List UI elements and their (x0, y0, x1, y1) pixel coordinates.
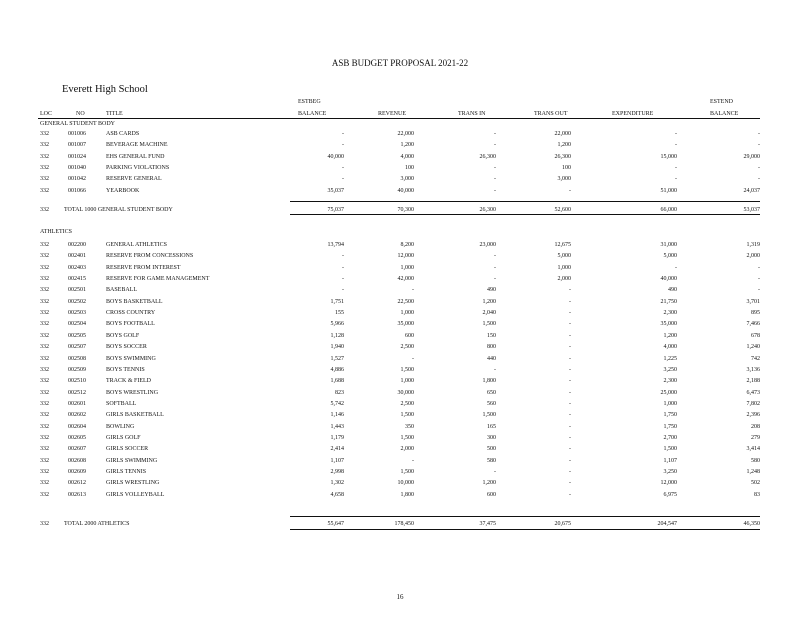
cell-beg: 40,000 (327, 153, 344, 160)
cell-exp: 1,750 (663, 412, 677, 419)
cell-exp: 25,000 (660, 389, 677, 396)
cell-title: TRACK & FIELD (106, 378, 151, 385)
cell-tout: 5,000 (557, 253, 571, 260)
cell-end: 742 (751, 355, 760, 362)
cell-tout: - (569, 412, 571, 419)
cell-end: 678 (751, 332, 760, 339)
cell-no: 001006 (68, 131, 86, 137)
cell-tin: 26,300 (479, 153, 496, 160)
cell-no: 002601 (68, 400, 86, 407)
cell-beg: - (342, 276, 344, 283)
cell-loc: 332 (40, 344, 49, 351)
cell-tin: 500 (487, 446, 496, 453)
cell-loc: 332 (40, 457, 49, 464)
cell-loc: 332 (40, 165, 49, 172)
cell-exp: 3,250 (663, 469, 677, 475)
cell-rev: - (412, 287, 414, 294)
cell-exp: 6,975 (663, 491, 677, 498)
cell-tin: 800 (487, 344, 496, 351)
cell-exp: 51,000 (660, 187, 677, 194)
cell-end: 1,240 (746, 344, 760, 351)
cell-tout: 22,000 (554, 131, 571, 137)
cell-tin: 23,000 (479, 242, 496, 248)
total-rule-top (290, 201, 760, 202)
total-cell-label: TOTAL 1000 GENERAL STUDENT BODY (64, 207, 173, 213)
cell-tout: - (569, 469, 571, 475)
header-trans-in: TRANS IN (458, 111, 486, 117)
cell-exp: - (675, 142, 677, 149)
total-cell-loc: 332 (40, 521, 49, 527)
cell-loc: 332 (40, 153, 49, 160)
cell-title: RESERVE FOR GAME MANAGEMENT (106, 276, 210, 283)
cell-end: - (758, 287, 760, 294)
cell-exp: - (675, 176, 677, 183)
cell-tin: 150 (487, 332, 496, 339)
total-cell-exp: 204,547 (657, 521, 677, 527)
cell-end: 1,248 (746, 469, 760, 475)
cell-title: GENERAL ATHLETICS (106, 242, 167, 248)
cell-title: BOYS SOCCER (106, 344, 147, 351)
cell-tin: 560 (487, 400, 496, 407)
cell-rev: 1,800 (400, 491, 414, 498)
cell-beg: 5,742 (330, 400, 344, 407)
cell-tout: - (569, 310, 571, 317)
cell-exp: 2,700 (663, 434, 677, 441)
cell-beg: 823 (335, 389, 344, 396)
cell-tout: - (569, 480, 571, 487)
cell-title: RESERVE FROM INTEREST (106, 264, 181, 271)
total-cell-tin: 37,475 (479, 521, 496, 527)
cell-no: 002609 (68, 469, 86, 475)
cell-end: - (758, 276, 760, 283)
cell-rev: 22,000 (397, 131, 414, 137)
cell-title: SOFTBALL (106, 400, 137, 407)
cell-no: 002512 (68, 389, 86, 396)
cell-tin: 490 (487, 287, 496, 294)
header-no: NO (76, 111, 85, 117)
cell-beg: - (342, 176, 344, 183)
cell-beg: - (342, 165, 344, 172)
cell-rev: 40,000 (397, 187, 414, 194)
cell-no: 002401 (68, 253, 86, 260)
cell-beg: 2,998 (330, 469, 344, 475)
cell-tout: 1,200 (557, 142, 571, 149)
cell-exp: - (675, 165, 677, 172)
cell-beg: 13,794 (327, 242, 344, 248)
cell-no: 002504 (68, 321, 86, 328)
cell-loc: 332 (40, 412, 49, 419)
cell-rev: 1,200 (400, 142, 414, 149)
cell-rev: 4,000 (400, 153, 414, 160)
cell-end: 83 (754, 491, 760, 498)
cell-loc: 332 (40, 264, 49, 271)
cell-end: - (758, 131, 760, 137)
header-trans-out: TRANS OUT (534, 111, 568, 117)
total-cell-tin: 26,300 (479, 207, 496, 213)
cell-title: BOYS WRESTLING (106, 389, 159, 396)
cell-no: 002200 (68, 242, 86, 248)
cell-exp: 40,000 (660, 276, 677, 283)
cell-rev: 100 (405, 165, 414, 172)
cell-title: RESERVE GENERAL (106, 176, 162, 183)
cell-loc: 332 (40, 469, 49, 475)
cell-tout: 100 (562, 165, 571, 172)
total-cell-end: 46,350 (743, 521, 760, 527)
cell-exp: 35,000 (660, 321, 677, 328)
cell-tout: - (569, 378, 571, 385)
cell-exp: 21,750 (660, 298, 677, 305)
cell-rev: - (412, 355, 414, 362)
cell-exp: 1,750 (663, 423, 677, 430)
section-heading: GENERAL STUDENT BODY (40, 121, 115, 127)
cell-end: - (758, 176, 760, 183)
cell-tout: - (569, 457, 571, 464)
cell-tout: - (569, 287, 571, 294)
cell-exp: 3,250 (663, 366, 677, 373)
cell-exp: 1,225 (663, 355, 677, 362)
cell-rev: 1,000 (400, 378, 414, 385)
total-cell-beg: 55,647 (327, 521, 344, 527)
cell-loc: 332 (40, 187, 49, 194)
cell-beg: 2,414 (330, 446, 344, 453)
cell-no: 002605 (68, 434, 86, 441)
cell-end: 502 (751, 480, 760, 487)
cell-loc: 332 (40, 298, 49, 305)
cell-loc: 332 (40, 389, 49, 396)
cell-rev: 1,500 (400, 469, 414, 475)
cell-no: 002503 (68, 310, 86, 317)
cell-beg: 4,886 (330, 366, 344, 373)
cell-rev: 30,000 (397, 389, 414, 396)
cell-end: 580 (751, 457, 760, 464)
cell-title: GIRLS SWIMMING (106, 457, 158, 464)
cell-no: 002604 (68, 423, 86, 430)
cell-tin: 1,500 (482, 412, 496, 419)
cell-loc: 332 (40, 434, 49, 441)
cell-title: GIRLS GOLF (106, 434, 141, 441)
cell-no: 001040 (68, 165, 86, 172)
cell-title: BASEBALL (106, 287, 138, 294)
header-rule (38, 118, 760, 119)
cell-beg: 1,688 (330, 378, 344, 385)
cell-beg: 4,658 (330, 491, 344, 498)
report-title: ASB BUDGET PROPOSAL 2021-22 (331, 58, 469, 68)
cell-loc: 332 (40, 321, 49, 328)
cell-loc: 332 (40, 276, 49, 283)
cell-title: BOYS TENNIS (106, 366, 145, 373)
cell-beg: 1,107 (330, 457, 344, 464)
cell-end: 3,414 (746, 446, 760, 453)
cell-end: 1,319 (746, 242, 760, 248)
cell-beg: 1,179 (330, 434, 344, 441)
cell-tin: 440 (487, 355, 496, 362)
cell-beg: 5,966 (330, 321, 344, 328)
cell-loc: 332 (40, 131, 49, 137)
cell-loc: 332 (40, 242, 49, 248)
cell-rev: 1,500 (400, 412, 414, 419)
cell-beg: 35,037 (327, 187, 344, 194)
cell-tout: - (569, 321, 571, 328)
cell-loc: 332 (40, 491, 49, 498)
cell-no: 002613 (68, 491, 86, 498)
cell-no: 001007 (68, 142, 86, 149)
cell-tout: - (569, 344, 571, 351)
cell-tin: 1,200 (482, 298, 496, 305)
cell-exp: - (675, 131, 677, 137)
cell-end: 895 (751, 310, 760, 317)
cell-exp: 490 (668, 287, 677, 294)
cell-rev: 600 (405, 332, 414, 339)
cell-tout: - (569, 389, 571, 396)
cell-tin: 1,800 (482, 378, 496, 385)
cell-title: CROSS COUNTRY (106, 310, 156, 317)
cell-beg: 1,443 (330, 423, 344, 430)
cell-title: BEVERAGE MACHINE (106, 142, 168, 149)
cell-no: 001024 (68, 153, 86, 160)
cell-no: 002608 (68, 457, 86, 464)
cell-loc: 332 (40, 176, 49, 183)
cell-loc: 332 (40, 423, 49, 430)
cell-rev: 2,500 (400, 400, 414, 407)
total-cell-beg: 75,037 (327, 207, 344, 213)
cell-loc: 332 (40, 446, 49, 453)
cell-rev: 3,000 (400, 176, 414, 183)
cell-no: 001042 (68, 176, 86, 183)
cell-end: 29,000 (743, 153, 760, 160)
cell-loc: 332 (40, 142, 49, 149)
cell-end: 2,188 (746, 378, 760, 385)
cell-no: 002505 (68, 332, 86, 339)
cell-tout: 2,000 (557, 276, 571, 283)
cell-rev: 12,000 (397, 253, 414, 260)
cell-exp: 12,000 (660, 480, 677, 487)
header-end-1: ESTEND (710, 99, 733, 105)
header-end-2: BALANCE (710, 111, 739, 117)
cell-end: 24,037 (743, 187, 760, 194)
cell-tin: 1,200 (482, 480, 496, 487)
cell-tin: - (494, 469, 496, 475)
cell-beg: 1,751 (330, 298, 344, 305)
cell-tin: - (494, 165, 496, 172)
cell-loc: 332 (40, 253, 49, 260)
cell-tin: 1,500 (482, 321, 496, 328)
cell-no: 002509 (68, 366, 86, 373)
cell-tin: 650 (487, 389, 496, 396)
cell-loc: 332 (40, 366, 49, 373)
cell-beg: - (342, 264, 344, 271)
cell-no: 002507 (68, 344, 86, 351)
cell-tout: - (569, 366, 571, 373)
cell-title: BOYS GOLF (106, 332, 140, 339)
total-cell-rev: 70,300 (397, 207, 414, 213)
cell-tin: - (494, 276, 496, 283)
cell-title: BOYS FOOTBALL (106, 321, 155, 328)
cell-title: GIRLS BASKETBALL (106, 412, 164, 419)
cell-end: 2,396 (746, 412, 760, 419)
cell-exp: 2,300 (663, 378, 677, 385)
cell-end: 3,136 (746, 366, 760, 373)
cell-beg: 1,527 (330, 355, 344, 362)
cell-exp: 1,107 (663, 457, 677, 464)
cell-exp: 1,500 (663, 446, 677, 453)
cell-tin: 300 (487, 434, 496, 441)
cell-title: BOYS BASKETBALL (106, 298, 163, 305)
cell-end: 6,473 (746, 389, 760, 396)
cell-rev: 350 (405, 423, 414, 430)
header-beg-2: BALANCE (298, 111, 327, 117)
cell-tin: - (494, 176, 496, 183)
cell-no: 002612 (68, 480, 86, 487)
cell-tin: 580 (487, 457, 496, 464)
page-number: 16 (396, 593, 404, 601)
cell-rev: 8,200 (400, 242, 414, 248)
cell-tin: - (494, 142, 496, 149)
cell-title: GIRLS SOCCER (106, 446, 149, 453)
cell-tout: 3,000 (557, 176, 571, 183)
cell-exp: 5,000 (663, 253, 677, 260)
cell-loc: 332 (40, 355, 49, 362)
cell-no: 002403 (68, 264, 86, 271)
cell-tin: 2,040 (482, 310, 496, 317)
cell-no: 002607 (68, 446, 86, 453)
total-cell-tout: 20,675 (554, 521, 571, 527)
cell-no: 002510 (68, 378, 86, 385)
cell-beg: 1,940 (330, 344, 344, 351)
cell-loc: 332 (40, 400, 49, 407)
cell-title: RESERVE FROM CONCESSIONS (106, 253, 194, 260)
cell-title: YEARBOOK (106, 187, 140, 194)
cell-no: 002415 (68, 276, 86, 283)
cell-end: 208 (751, 423, 760, 430)
cell-tout: - (569, 400, 571, 407)
cell-beg: - (342, 287, 344, 294)
cell-end: - (758, 142, 760, 149)
cell-rev: 42,000 (397, 276, 414, 283)
cell-tin: 600 (487, 491, 496, 498)
total-cell-label: TOTAL 2000 ATHLETICS (64, 521, 130, 527)
cell-no: 001066 (68, 187, 86, 194)
cell-end: - (758, 264, 760, 271)
cell-tout: - (569, 446, 571, 453)
section-heading: ATHLETICS (40, 229, 72, 235)
cell-loc: 332 (40, 378, 49, 385)
header-beg-1: ESTBEG (298, 99, 321, 105)
cell-exp: 1,200 (663, 332, 677, 339)
cell-tout: - (569, 355, 571, 362)
cell-rev: - (412, 457, 414, 464)
cell-loc: 332 (40, 310, 49, 317)
cell-title: GIRLS TENNIS (106, 469, 147, 475)
cell-beg: - (342, 131, 344, 137)
total-rule-top (290, 516, 760, 517)
cell-beg: 1,146 (330, 412, 344, 419)
cell-exp: 15,000 (660, 153, 677, 160)
cell-exp: - (675, 264, 677, 271)
school-name: Everett High School (62, 84, 148, 95)
cell-beg: - (342, 142, 344, 149)
cell-title: GIRLS VOLLEYBALL (106, 491, 165, 498)
cell-rev: 10,000 (397, 480, 414, 487)
total-cell-loc: 332 (40, 207, 49, 213)
cell-title: BOYS SWIMMING (106, 355, 156, 362)
cell-loc: 332 (40, 480, 49, 487)
cell-title: PARKING VIOLATIONS (106, 165, 170, 172)
cell-beg: 1,302 (330, 480, 344, 487)
cell-no: 002602 (68, 412, 86, 419)
cell-end: - (758, 165, 760, 172)
cell-exp: 31,000 (660, 242, 677, 248)
cell-tin: - (494, 253, 496, 260)
cell-tout: - (569, 298, 571, 305)
cell-rev: 1,500 (400, 366, 414, 373)
cell-rev: 2,500 (400, 344, 414, 351)
cell-tin: - (494, 187, 496, 194)
cell-exp: 2,300 (663, 310, 677, 317)
cell-rev: 2,000 (400, 446, 414, 453)
cell-tin: - (494, 131, 496, 137)
cell-loc: 332 (40, 332, 49, 339)
cell-tout: - (569, 332, 571, 339)
header-loc: LOC (40, 111, 52, 117)
cell-tin: - (494, 264, 496, 271)
cell-end: 7,466 (746, 321, 760, 328)
header-title: TITLE (106, 111, 123, 117)
cell-tout: 1,000 (557, 264, 571, 271)
cell-loc: 332 (40, 287, 49, 294)
total-cell-end: 53,037 (743, 207, 760, 213)
cell-no: 002501 (68, 287, 86, 294)
cell-title: GIRLS WRESTLING (106, 480, 160, 487)
cell-rev: 1,000 (400, 310, 414, 317)
cell-title: EHS GENERAL FUND (106, 153, 165, 160)
cell-end: 2,000 (746, 253, 760, 260)
cell-no: 002508 (68, 355, 86, 362)
cell-tout: 26,300 (554, 153, 571, 160)
cell-no: 002502 (68, 298, 86, 305)
cell-end: 3,701 (746, 298, 760, 305)
cell-rev: 35,000 (397, 321, 414, 328)
cell-rev: 1,500 (400, 434, 414, 441)
cell-beg: 1,128 (330, 332, 344, 339)
total-cell-rev: 178,450 (394, 521, 414, 527)
total-cell-tout: 52,600 (554, 207, 571, 213)
cell-beg: 155 (335, 310, 344, 317)
header-expenditure: EXPENDITURE (612, 111, 654, 117)
cell-rev: 22,500 (397, 298, 414, 305)
cell-tout: - (569, 187, 571, 194)
cell-tout: - (569, 434, 571, 441)
cell-end: 279 (751, 434, 760, 441)
cell-exp: 4,000 (663, 344, 677, 351)
header-revenue: REVENUE (378, 111, 406, 117)
cell-title: ASB CARDS (106, 131, 140, 137)
cell-tout: 12,675 (554, 242, 571, 248)
cell-tout: - (569, 491, 571, 498)
cell-tin: - (494, 366, 496, 373)
cell-beg: - (342, 253, 344, 260)
cell-exp: 1,000 (663, 400, 677, 407)
cell-end: 7,802 (746, 400, 760, 407)
total-rule-bottom (290, 529, 760, 530)
total-cell-exp: 66,000 (660, 207, 677, 213)
cell-rev: 1,000 (400, 264, 414, 271)
cell-tin: 165 (487, 423, 496, 430)
cell-tout: - (569, 423, 571, 430)
cell-title: BOWLING (106, 423, 135, 430)
